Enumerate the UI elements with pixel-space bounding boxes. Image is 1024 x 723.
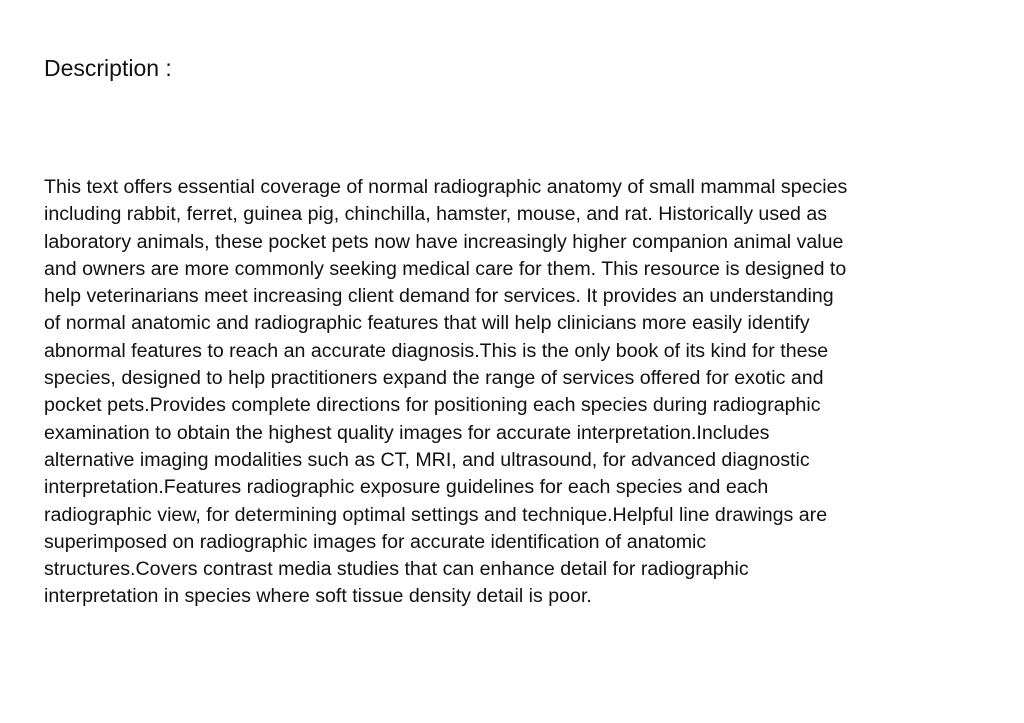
description-line: help veterinarians meet increasing client demand for services. It provides an understanding (44, 285, 834, 308)
description-line: structures.Covers contrast media studies that can enhance detail for radiographic (44, 558, 749, 581)
description-line: interpretation in species where soft tissue density detail is poor. (44, 585, 592, 608)
description-line: superimposed on radiographic images for accurate identification of anatomic (44, 530, 707, 553)
description-paragraph (44, 174, 847, 611)
description-line: species, designed to help practitioners expand the range of services offered for exotic and (44, 367, 824, 390)
description-line: abnormal features to reach an accurate diagnosis.This is the only book of its kind for these (44, 339, 829, 362)
description-line: including rabbit, ferret, guinea pig, chinchilla, hamster, mouse, and rat. Historically used as (44, 203, 828, 226)
description-line: laboratory animals, these pocket pets now have increasingly higher companion animal value (44, 230, 844, 253)
description-line: and owners are more commonly seeking medical care for them. This resource is designed to (44, 257, 847, 280)
description-line: alternative imaging modalities such as CT, MRI, and ultrasound, for advanced diagnostic (44, 448, 810, 471)
description-heading: Description : (44, 55, 172, 81)
description-line: radiographic view, for determining optimal settings and technique.Helpful line drawings are (44, 503, 828, 526)
description-line: pocket pets.Provides complete directions for positioning each species during radiographic (44, 394, 821, 417)
description-line: interpretation.Features radiographic exposure guidelines for each species and each (44, 476, 769, 499)
description-line: of normal anatomic and radiographic features that will help clinicians more easily identify (44, 312, 810, 335)
description-line: examination to obtain the highest quality images for accurate interpretation.Includes (44, 421, 770, 444)
description-line: This text offers essential coverage of normal radiographic anatomy of small mammal species (44, 176, 848, 198)
